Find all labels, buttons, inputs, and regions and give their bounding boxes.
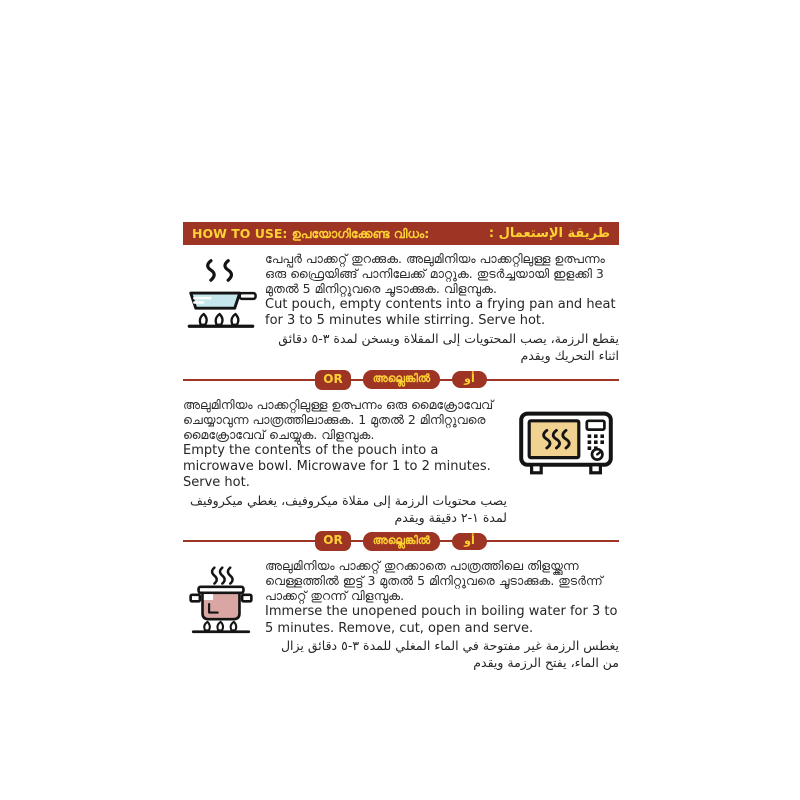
or-badge-malayalam: അല്ലെങ്കിൽ <box>363 370 440 389</box>
section-microwave <box>183 391 619 530</box>
or-badge-arabic: أو <box>452 533 487 551</box>
frying-pan-instructions-english: Cut pouch, empty contents into a frying pan and heat for 3 to 5 minutes while stirring. Serve hot. <box>265 297 616 329</box>
section-frying-pan <box>183 245 619 368</box>
frying-pan-icon <box>185 256 257 336</box>
microwave-instructions-english: Empty the contents of the pouch into a microwave bowl. Microwave for 1 to 2 minutes. Serve hot. <box>183 442 491 491</box>
boiling-pot-instructions-arabic: يغطس الرزمة غير مفتوحة في الماء المغلي للمدة ٣-٥ دقائق يزال من الماء، يفتح الرزمة ويقدم <box>280 638 619 670</box>
or-badge-malayalam: അല്ലെങ്കിൽ <box>363 532 440 551</box>
or-badge-arabic: أو <box>452 371 487 389</box>
section-boiling-pot <box>183 552 619 675</box>
frying-pan-instructions-malayalam: പേപ്പർ പാക്കറ്റ് തുറക്കുക. അലുമിനിയം പാക്കറ്റിലുള്ള ഉത്പന്നം ഒരു ഫ്രൈയിങ്ങ് പാനിലേക്ക് മാറ്റുക. തുടർച്ചയായി ഇളക്കി 3 മുതൽ 5 മിനിറ്റുവരെ ചൂടാക്കുക. വിളമ്പുക. <box>265 251 605 296</box>
how-to-use-header <box>183 222 619 245</box>
usage-instructions-panel <box>183 222 619 675</box>
microwave-instructions-arabic: يصب محتويات الرزمة إلى مقلاة ميكروفيف، يغطي ميكروفيف لمدة ١-٢ دقيقة ويقدم <box>190 492 507 525</box>
microwave-icon <box>518 409 614 479</box>
or-separator <box>183 531 619 551</box>
or-badge-english: OR <box>315 531 350 551</box>
or-badge-english: OR <box>315 370 350 390</box>
header-title-arabic: طريقة الإستعمال : <box>488 226 610 241</box>
boiling-pot-instructions-english: Immerse the unopened pouch in boiling water for 3 to 5 minutes. Remove, cut, open and serve. <box>265 604 618 636</box>
boiling-pot-instructions-malayalam: അലുമിനിയം പാക്കറ്റ് തുറക്കാതെ പാത്രത്തിലെ തിളയ്ക്കുന്ന വെള്ളത്തിൽ ഇട്ട് 3 മുതൽ 5 മിനിറ്റുവരെ ചൂടാക്കുക. തുടർന്ന് പാക്കറ്റ് തുറന്ന് വിളമ്പുക. <box>265 558 603 604</box>
cooking-pot-icon <box>188 563 254 645</box>
or-separator <box>183 370 619 390</box>
frying-pan-instructions-arabic: يقطع الرزمة، يصب المحتويات إلى المقلاة ويسخن لمدة ٣-٥ دقائق اثناء التحريك ويقدم <box>278 330 619 363</box>
microwave-instructions-malayalam: അലുമിനിയം പാക്കറ്റിലുള്ള ഉത്പന്നം ഒരു മൈക്രോവേവ് ചെയ്യാവുന്ന പാത്രത്തിലാക്കുക. 1 മുതൽ 2 മിനിറ്റുവരെ മൈക്രോവേവ് ചെയ്യുക. വിളമ്പുക. <box>183 396 494 442</box>
header-title-english-malayalam: HOW TO USE: ഉപയോഗിക്കേണ്ട വിധം: <box>192 225 430 241</box>
